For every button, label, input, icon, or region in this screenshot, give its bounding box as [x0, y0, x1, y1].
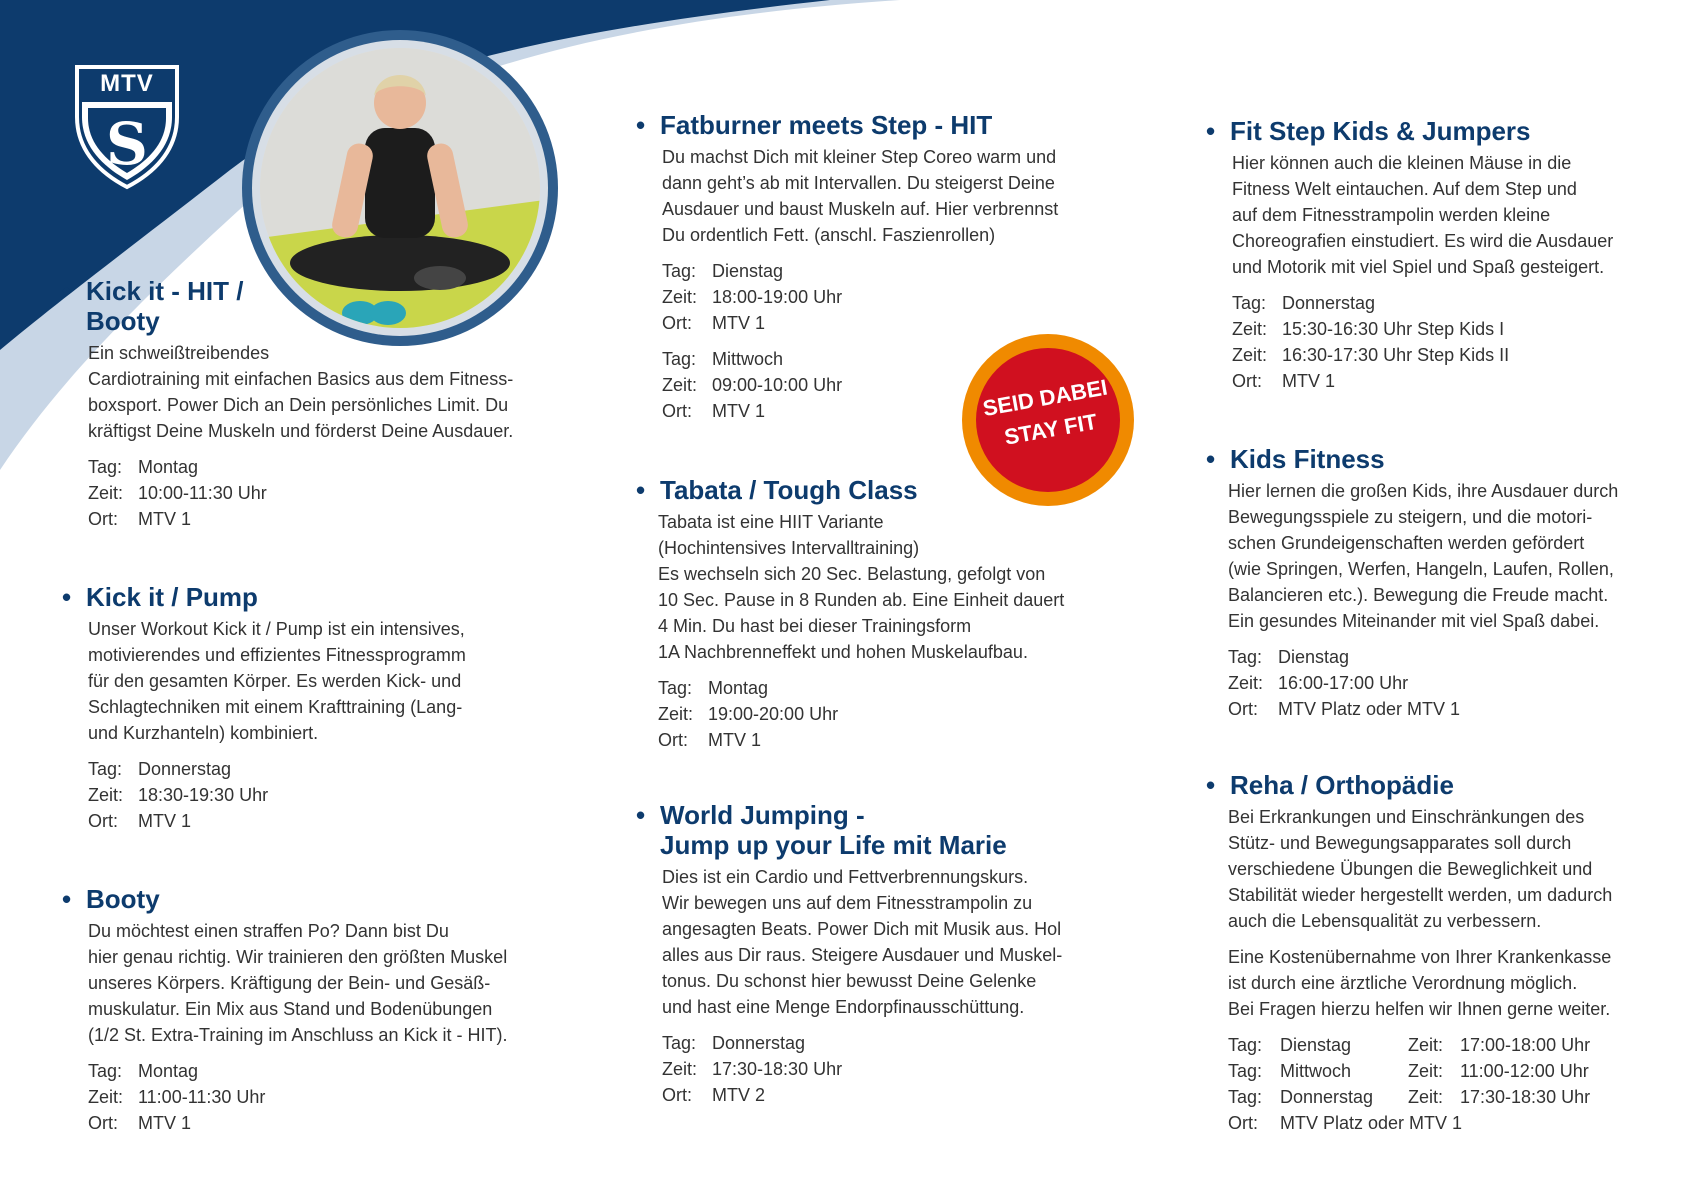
tag-value: Mittwoch — [1280, 1061, 1352, 1081]
ort-value: MTV 1 — [708, 730, 762, 750]
desc-line: verschiedene Übungen die Beweglichkeit und — [1228, 859, 1593, 879]
desc-line: (Hochintensives Intervalltraining) — [658, 538, 920, 558]
schedule — [662, 346, 1108, 424]
desc-line: Stabilität wieder hergestellt werden, um dadurch — [1228, 885, 1613, 905]
ort-value: MTV 1 — [1282, 371, 1336, 391]
tag-value: Dienstag — [712, 261, 784, 281]
zeit-label: Zeit: — [1232, 319, 1268, 339]
zeit-value: 15:30-16:30 Uhr Step Kids I — [1282, 319, 1505, 339]
desc-line: 10 Sec. Pause in 8 Runden ab. Eine Einheit dauert — [658, 590, 1065, 610]
desc-line: für den gesamten Körper. Es werden Kick- und — [88, 671, 462, 691]
section-title: • Fit Step Kids & Jumpers — [1208, 116, 1668, 146]
zeit-value: 10:00-11:30 Uhr — [138, 483, 267, 503]
logo-text: MTV — [100, 70, 154, 97]
zeit-label: Zeit: — [662, 375, 698, 395]
zeit-value: 09:00-10:00 Uhr — [712, 375, 843, 395]
tag-value: Montag — [708, 678, 769, 698]
section-kick-it-pump — [64, 582, 544, 834]
section-fatburner — [638, 110, 1108, 424]
ort-value: MTV Platz oder MTV 1 — [1278, 699, 1461, 719]
zeit-value: 11:00-12:00 Uhr — [1460, 1061, 1589, 1081]
title-line1: Kick it - HIT / — [86, 276, 244, 306]
zeit-label: Zeit: — [88, 785, 124, 805]
title-line2: Jump up your Life mit Marie — [660, 830, 1007, 860]
desc-line: kräftigst Deine Muskeln und förderst Deine Ausdauer. — [88, 421, 514, 441]
zeit-label: Zeit: — [658, 704, 694, 724]
ort-label: Ort: — [88, 1113, 118, 1133]
desc-line: Choreografien einstudiert. Es wird die Ausdauer — [1232, 231, 1614, 251]
desc-line: Du ordentlich Fett. (anschl. Faszienrollen) — [662, 225, 996, 245]
schedule — [658, 675, 1108, 753]
tag-value: Donnerstag — [138, 759, 232, 779]
schedule — [1228, 1032, 1668, 1136]
tag-label: Tag: — [1228, 1061, 1263, 1081]
title-line2: Booty — [86, 306, 160, 336]
desc-line: Bewegungsspiele zu steigern, und die motori- — [1228, 507, 1593, 527]
logo-letter: S — [106, 110, 148, 178]
desc-line: Hier lernen die großen Kids, ihre Ausdauer durch — [1228, 481, 1619, 501]
tag-label: Tag: — [88, 457, 123, 477]
desc-line: Unser Workout Kick it / Pump ist ein intensives, — [88, 619, 465, 639]
ort-label: Ort: — [662, 313, 692, 333]
desc-line: Tabata ist eine HIIT Variante — [658, 512, 884, 532]
zeit-label: Zeit: — [1228, 673, 1264, 693]
section-tabata — [638, 475, 1108, 753]
badge-line2: STAY FIT — [1002, 408, 1100, 450]
desc-line: boxsport. Power Dich an Dein persönliches Limit. Du — [88, 395, 509, 415]
desc-line: Bei Fragen hierzu helfen wir Ihnen gerne weiter. — [1228, 999, 1611, 1019]
section-title: • Fatburner meets Step - HIT — [638, 110, 1108, 140]
desc-line: und hast eine Menge Endorpfinausschüttung. — [662, 997, 1025, 1017]
ort-value: MTV Platz oder MTV 1 — [1280, 1113, 1463, 1133]
desc-line: (wie Springen, Werfen, Hangeln, Laufen, Rollen, — [1228, 559, 1614, 579]
desc-line: muskulatur. Ein Mix aus Stand und Bodenübungen — [88, 999, 493, 1019]
schedule — [1228, 644, 1668, 722]
section-world-jumping — [638, 800, 1108, 1108]
ort-label: Ort: — [1228, 699, 1258, 719]
desc-line: tonus. Du schonst hier bewusst Deine Gelenke — [662, 971, 1037, 991]
section-title: • Kids Fitness — [1208, 444, 1668, 474]
tag-label: Tag: — [1228, 647, 1263, 667]
tag-value: Donnerstag — [1280, 1087, 1374, 1107]
tag-label: Tag: — [88, 759, 123, 779]
zeit-label: Zeit: — [1408, 1061, 1444, 1081]
tag-label: Tag: — [662, 349, 697, 369]
desc-line: Cardiotraining mit einfachen Basics aus dem Fitness- — [88, 369, 514, 389]
schedule — [88, 454, 544, 532]
desc-line: Du möchtest einen straffen Po? Dann bist Du — [88, 921, 449, 941]
section-title: • Booty — [64, 884, 544, 914]
desc-line: auch die Lebensqualität zu verbessern. — [1228, 911, 1542, 931]
desc-line: Schlagtechniken mit einem Krafttraining (Lang- — [88, 697, 463, 717]
ort-label: Ort: — [88, 509, 118, 529]
tag-label: Tag: — [662, 1033, 697, 1053]
section-kids-fitness — [1208, 444, 1668, 722]
section-title — [638, 800, 1108, 860]
zeit-label: Zeit: — [1232, 345, 1268, 365]
badge-line1: SEID DABEI — [980, 374, 1110, 421]
tag-label: Tag: — [662, 261, 697, 281]
zeit-value: 17:00-18:00 Uhr — [1460, 1035, 1591, 1055]
ort-value: MTV 1 — [712, 313, 766, 333]
desc-line: Wir bewegen uns auf dem Fitnesstrampolin zu — [662, 893, 1033, 913]
desc-line: Stütz- und Bewegungsapparates soll durch — [1228, 833, 1572, 853]
zeit-label: Zeit: — [662, 287, 698, 307]
zeit-label: Zeit: — [1408, 1087, 1444, 1107]
desc-line: Dies ist ein Cardio und Fettverbrennungskurs. — [662, 867, 1029, 887]
tag-label: Tag: — [88, 1061, 123, 1081]
tag-value: Dienstag — [1278, 647, 1350, 667]
section-title: • Tabata / Tough Class — [638, 475, 1108, 505]
ort-value: MTV 1 — [712, 401, 766, 421]
tag-label: Tag: — [1232, 293, 1267, 313]
desc-line: Du machst Dich mit kleiner Step Coreo warm und — [662, 147, 1057, 167]
ort-value: MTV 2 — [712, 1085, 766, 1105]
desc-line: schen Grundeigenschaften werden gefördert — [1228, 533, 1585, 553]
zeit-value: 16:00-17:00 Uhr — [1278, 673, 1409, 693]
desc-line: und Motorik mit viel Spiel und Spaß gesteigert. — [1232, 257, 1605, 277]
zeit-label: Zeit: — [88, 483, 124, 503]
ort-label: Ort: — [658, 730, 688, 750]
desc-line: 4 Min. Du hast bei dieser Trainingsform — [658, 616, 972, 636]
zeit-value: 16:30-17:30 Uhr Step Kids II — [1282, 345, 1510, 365]
desc-line: Ein gesundes Miteinander mit viel Spaß dabei. — [1228, 611, 1600, 631]
desc-line: motivierendes und effizientes Fitnessprogramm — [88, 645, 466, 665]
zeit-value: 17:30-18:30 Uhr — [712, 1059, 843, 1079]
ort-label: Ort: — [662, 401, 692, 421]
ort-label: Ort: — [1228, 1113, 1258, 1133]
tag-label: Tag: — [1228, 1087, 1263, 1107]
zeit-value: 19:00-20:00 Uhr — [708, 704, 839, 724]
section-title: • Reha / Orthopädie — [1208, 770, 1668, 800]
desc-line: angesagten Beats. Power Dich mit Musik aus. Hol — [662, 919, 1062, 939]
ort-label: Ort: — [662, 1085, 692, 1105]
desc-line: Hier können auch die kleinen Mäuse in die — [1232, 153, 1572, 173]
tag-value: Donnerstag — [712, 1033, 806, 1053]
tag-value: Mittwoch — [712, 349, 784, 369]
section-title — [64, 276, 544, 336]
ort-label: Ort: — [88, 811, 118, 831]
section-reha — [1208, 770, 1668, 1136]
tag-label: Tag: — [658, 678, 693, 698]
section-fit-step-kids — [1208, 116, 1668, 394]
zeit-value: 17:30-18:30 Uhr — [1460, 1087, 1591, 1107]
ort-value: MTV 1 — [138, 811, 192, 831]
tag-value: Montag — [138, 1061, 199, 1081]
tag-label: Tag: — [1228, 1035, 1263, 1055]
desc-line: auf dem Fitnesstrampolin werden kleine — [1232, 205, 1551, 225]
desc-line: Fitness Welt eintauchen. Auf dem Step und — [1232, 179, 1577, 199]
desc-line: Ausdauer und baust Muskeln auf. Hier verbrennst — [662, 199, 1059, 219]
desc-line: dann geht’s ab mit Intervallen. Du steigerst Deine — [662, 173, 1055, 193]
section-kick-it-hit — [64, 276, 544, 532]
section-booty — [64, 884, 544, 1136]
desc-line: alles aus Dir raus. Steigere Ausdauer und Muskel- — [662, 945, 1063, 965]
schedule — [662, 1030, 1108, 1108]
ort-value: MTV 1 — [138, 509, 192, 529]
desc-line: Eine Kostenübernahme von Ihrer Krankenkasse — [1228, 947, 1612, 967]
desc-line: Ein schweißtreibendes — [88, 343, 270, 363]
zeit-value: 18:00-19:00 Uhr — [712, 287, 843, 307]
desc-line: 1A Nachbrenneffekt und hohen Muskelaufbau. — [658, 642, 1028, 662]
schedule — [88, 1058, 544, 1136]
desc-line: Balancieren etc.). Bewegung die Freude macht. — [1228, 585, 1609, 605]
desc-line: und Kurzhanteln) kombiniert. — [88, 723, 319, 743]
schedule — [662, 258, 1108, 336]
desc-line: hier genau richtig. Wir trainieren den größten Muskel — [88, 947, 508, 967]
zeit-value: 11:00-11:30 Uhr — [138, 1087, 266, 1107]
desc-line: ist durch eine ärztliche Verordnung möglich. — [1228, 973, 1578, 993]
tag-value: Donnerstag — [1282, 293, 1376, 313]
zeit-label: Zeit: — [88, 1087, 124, 1107]
desc-line: Es wechseln sich 20 Sec. Belastung, gefolgt von — [658, 564, 1046, 584]
section-title: • Kick it / Pump — [64, 582, 544, 612]
schedule — [1232, 290, 1668, 394]
schedule — [88, 756, 544, 834]
ort-label: Ort: — [1232, 371, 1262, 391]
tag-value: Dienstag — [1280, 1035, 1352, 1055]
title-line1: World Jumping - — [660, 800, 865, 830]
zeit-label: Zeit: — [662, 1059, 698, 1079]
zeit-value: 18:30-19:30 Uhr — [138, 785, 269, 805]
desc-line: unseres Körpers. Kräftigung der Bein- und Gesäß- — [88, 973, 491, 993]
tag-value: Montag — [138, 457, 199, 477]
zeit-label: Zeit: — [1408, 1035, 1444, 1055]
desc-line: Bei Erkrankungen und Einschränkungen des — [1228, 807, 1585, 827]
desc-line: (1/2 St. Extra-Training im Anschluss an Kick it - HIT). — [88, 1025, 508, 1045]
ort-value: MTV 1 — [138, 1113, 192, 1133]
